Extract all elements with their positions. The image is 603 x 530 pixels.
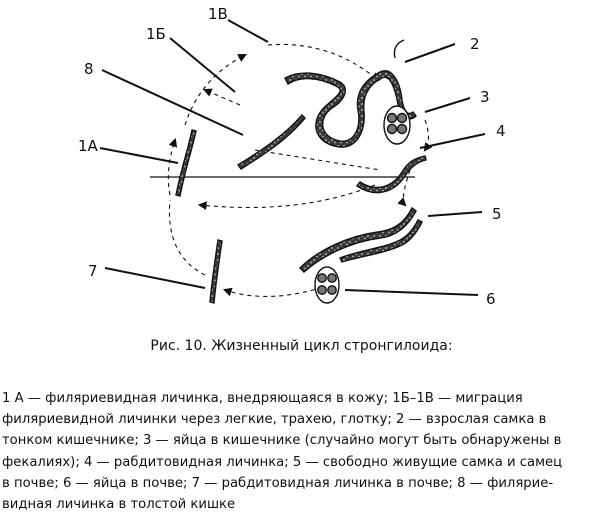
legend-line: фекалиях); 4 — рабдитовидная личинка; 5 — свободно живущие самка и самец: [2, 454, 563, 470]
label-6: 6: [486, 290, 496, 308]
legend-line: 1 А — филяриевидная личинка, внедряющаяся в кожу; 1Б–1В — миграция: [2, 391, 523, 406]
worm-illustrations: [176, 40, 426, 303]
leader-lines: [100, 20, 485, 295]
egg-6-soil: [315, 267, 339, 303]
worm-1a-larva: [176, 130, 196, 196]
worm-8-larva: [238, 115, 305, 169]
worm-4-larva: [357, 156, 426, 193]
figure-legend: [2, 388, 600, 515]
worm-7-larva: [210, 240, 222, 303]
label-4: 4: [496, 122, 506, 140]
label-1a: 1А: [78, 137, 98, 155]
label-5: 5: [492, 205, 502, 223]
label-1b: 1Б: [146, 25, 166, 43]
label-2: 2: [470, 35, 480, 53]
label-1v: 1В: [208, 5, 228, 23]
egg-3-intestine: [384, 106, 410, 144]
legend-line: видная личинка в толстой кишке: [2, 497, 236, 513]
label-3: 3: [480, 88, 490, 106]
cycle-arrows: [168, 44, 428, 296]
label-8: 8: [84, 60, 94, 78]
legend-line: филяриевидной личинки через легкие, трахею, глотку; 2 — взрослая самка в: [2, 412, 547, 428]
figure-caption: Рис. 10. Жизненный цикл стронгилоида:: [150, 338, 453, 354]
legend-line: в почве; 6 — яйца в почве; 7 — рабдитовидная личинка в почве; 8 — филярие-: [2, 475, 554, 491]
legend-line: тонком кишечнике; 3 — яйца в кишечнике (случайно могут быть обнаружены в: [2, 433, 562, 449]
label-7: 7: [88, 262, 98, 280]
